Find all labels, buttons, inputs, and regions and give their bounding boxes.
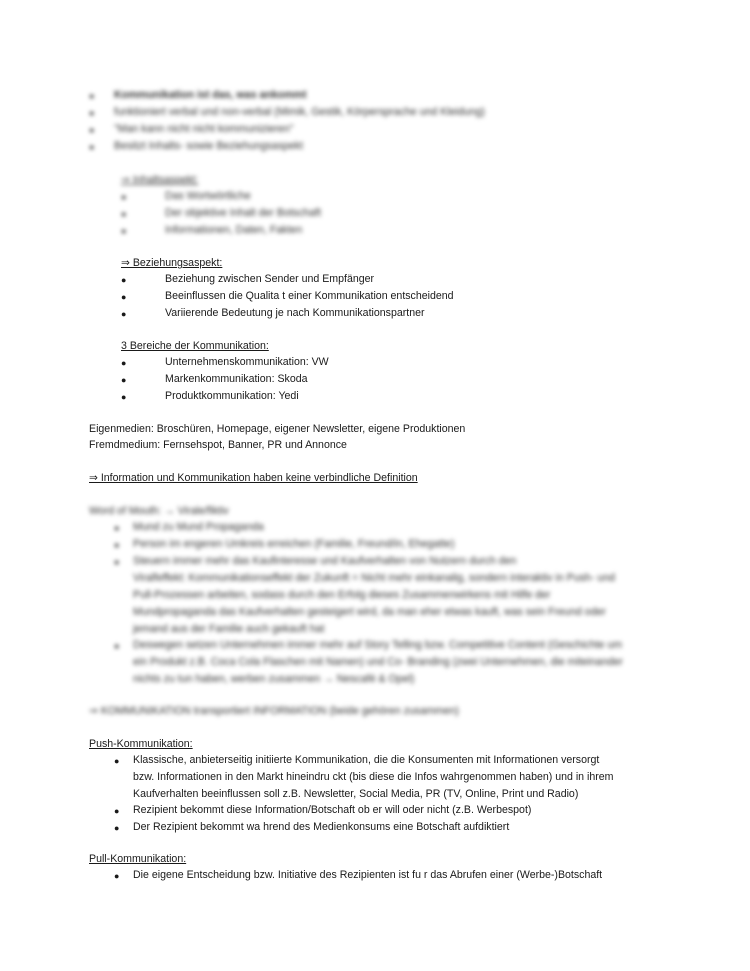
blurred-text: Der objektive Inhalt der Botschaft	[165, 207, 322, 219]
blurred-text: nichts zu tun haben, werben zusammen → Nescafé & Opel)	[133, 673, 415, 685]
pull-heading: Pull-Kommunikation:	[89, 853, 187, 865]
blurred-text: Informationen, Daten, Fakten	[165, 224, 303, 236]
bullet: ●	[89, 91, 95, 101]
blurred-text: Das Wortwörtliche	[165, 190, 251, 202]
bullet: ●	[114, 523, 120, 533]
bullet: ●	[114, 823, 120, 833]
bullet: ●	[114, 756, 120, 766]
list-item: Beeinflussen die Qualita t einer Kommunikation entscheidend	[165, 290, 454, 302]
blurred-text: "Man kann nicht nicht kommunizieren"	[114, 123, 294, 135]
list-item: Produktkommunikation: Yedi	[165, 390, 299, 402]
definition-note: ⇒ Information und Kommunikation haben keine verbindliche Definition	[89, 472, 418, 484]
bullet: ●	[121, 192, 127, 202]
blurred-text: funktioniert verbal und non-verbal (Mimik, Gestik, Körpersprache und Kleidung)	[114, 106, 485, 118]
bereiche-heading: 3 Bereiche der Kommunikation:	[121, 340, 269, 352]
bullet: ●	[121, 392, 127, 402]
bullet: ●	[121, 309, 127, 319]
blurred-text: ein Produkt z.B. Coca Cola Flaschen mit Namen) und Co- Branding (zwei Unternehmen, die miteinander	[133, 656, 623, 668]
blurred-text: Steuern immer mehr das Kaufinteresse und Kaufverhalten von Nutzern durch den	[133, 555, 517, 567]
list-item: Klassische, anbieterseitig initiierte Kommunikation, die die Konsumenten mit Informationen versorgt	[133, 754, 600, 766]
list-item: Der Rezipient bekommt wa hrend des Medienkonsums eine Botschaft aufdiktiert	[133, 821, 510, 833]
bullet: ●	[114, 540, 120, 550]
bullet: ●	[114, 806, 120, 816]
push-heading: Push-Kommunikation:	[89, 738, 193, 750]
list-item: Variierende Bedeutung je nach Kommunikationspartner	[165, 307, 425, 319]
blurred-text: Viralfeffekt: Kommunikationseffekt der Zukunft = Nicht mehr einkanalig, sondern interaktiv in Push- und	[133, 572, 615, 584]
list-item: Markenkommunikation: Skoda	[165, 373, 308, 385]
blurred-text: Kommunikation ist das, was ankommt	[114, 89, 307, 101]
eigenmedien-text: Eigenmedien: Broschüren, Homepage, eigener Newsletter, eigene Produktionen	[89, 423, 466, 435]
inhaltsaspekt-heading: ⇒ Inhaltsaspekt:	[121, 174, 199, 186]
blurred-text: Mund zu Mund Propaganda	[133, 521, 264, 533]
bullet: ●	[121, 226, 127, 236]
bullet: ●	[121, 275, 127, 285]
bullet: ●	[121, 209, 127, 219]
list-item-continuation: Kaufverhalten beeinflussen soll z.B. Newsletter, Social Media, PR (TV, Online, Print und Radio)	[133, 788, 579, 800]
wom-heading: Word of Mouth: → Virale/fiktiv	[89, 505, 229, 517]
bullet: ●	[89, 142, 95, 152]
blurred-text: Pull-Prozessen arbeiten, sodass durch den Erfolg dieses Zusammenwirkens mit Hilfe der	[133, 589, 551, 601]
blurred-text: Person im engeren Umkreis erreichen (Familie, Freund/in, Ehegatte)	[133, 538, 455, 550]
blurred-text: ⇒ KOMMUNIKATION transportiert INFORMATION (beide gehören zusammen)	[89, 705, 459, 717]
list-item: Rezipient bekommt diese Information/Botschaft ob er will oder nicht (z.B. Werbespot)	[133, 804, 532, 816]
list-item-continuation: bzw. Informationen in den Markt hineindru ckt (bis diese die Infos wahrgenommen haben) und in ihrem	[133, 771, 614, 783]
bullet: ●	[121, 358, 127, 368]
list-item: Beziehung zwischen Sender und Empfänger	[165, 273, 375, 285]
bullet: ●	[121, 292, 127, 302]
list-item: Unternehmenskommunikation: VW	[165, 356, 329, 368]
bullet: ●	[114, 641, 120, 651]
fremdmedium-text: Fremdmedium: Fernsehspot, Banner, PR und Annonce	[89, 439, 347, 451]
bullet: ●	[114, 557, 120, 567]
bullet: ●	[121, 375, 127, 385]
blurred-text: Deswegen setzen Unternehmen immer mehr auf Story Telling bzw. Competitive Content (Geschichte um	[133, 639, 623, 651]
bullet: ●	[114, 871, 120, 881]
bullet: ●	[89, 125, 95, 135]
bullet: ●	[89, 108, 95, 118]
list-item: Die eigene Entscheidung bzw. Initiative des Rezipienten ist fu r das Abrufen einer (Werbe-)Botschaft	[133, 869, 603, 881]
beziehungsaspekt-heading: ⇒ Beziehungsaspekt:	[121, 257, 223, 269]
blurred-text: Mundpropaganda das Kaufverhalten gesteigert wird, da man eher etwas kauft, was sein Freund oder	[133, 606, 606, 618]
blurred-text: Besitzt Inhalts- sowie Beziehungsaspekt	[114, 140, 304, 152]
blurred-text: jemand aus der Familie auch gekauft hat	[133, 623, 325, 635]
